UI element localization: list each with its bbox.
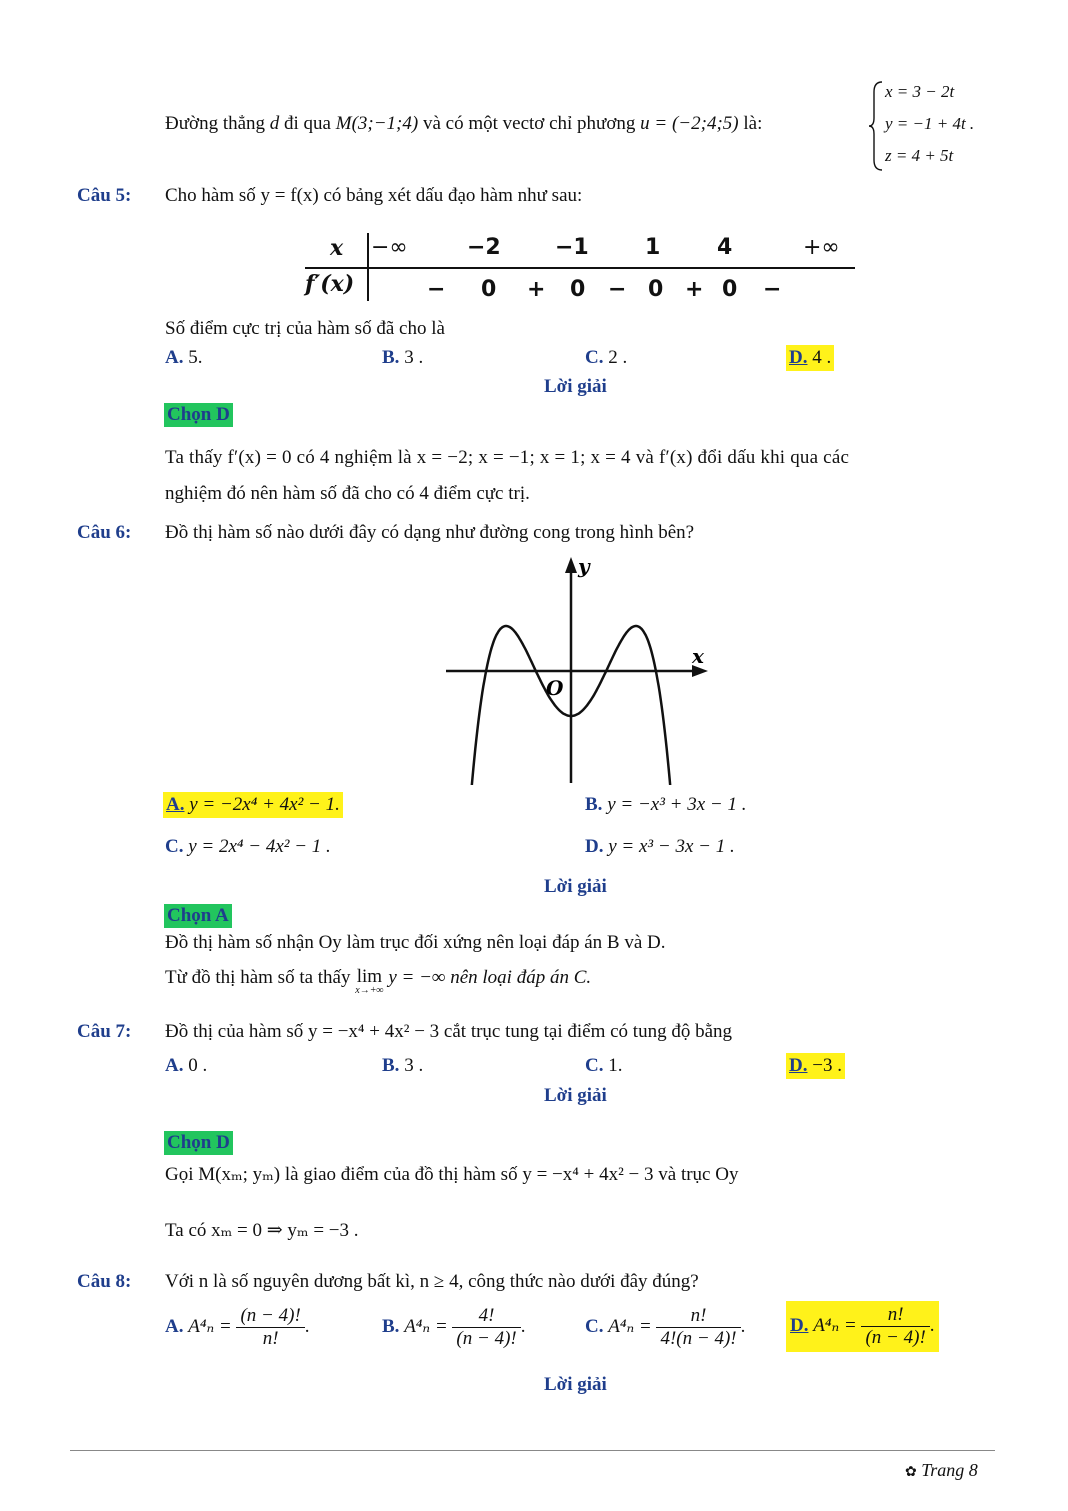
q5-solution-line-2: nghiệm đó nên hàm số đã cho có 4 điểm cực trị. xyxy=(165,483,530,504)
table-sign: − xyxy=(608,277,627,302)
point-m: M(3;−1;4) xyxy=(335,113,419,134)
table-x-value: −2 xyxy=(467,235,501,260)
fraction: $\frac{n!}{(n - 4)!}$ xyxy=(861,1304,929,1349)
table-x-value: +∞ xyxy=(803,235,840,260)
table-x-value: −1 xyxy=(555,235,589,260)
table-sign: 0 xyxy=(481,277,497,302)
q6-option-a: A. y = −2x⁴ + 4x² − 1. xyxy=(163,792,343,818)
table-sign: − xyxy=(763,277,782,302)
q7-solution-line-1: Gọi M(xₘ; yₘ) là giao điểm của đồ thị hàm số y = −x⁴ + 4x² − 3 và trục Oy xyxy=(165,1164,739,1185)
q8-solution-title: Lời giải xyxy=(544,1374,607,1395)
q7-option-a: A. 0 . xyxy=(165,1055,208,1076)
q7-chon-badge: Chọn D xyxy=(164,1131,233,1155)
intro-line: Đường thẳng d đi qua M(3;−1;4) và có một vectơ chỉ phương u = (−2;4;5) là: xyxy=(165,113,763,134)
q6-option-d: D. y = x³ − 3x − 1 . xyxy=(585,836,735,857)
table-fp-label: f′(x) xyxy=(305,271,355,297)
q6-solution-line-1: Đồ thị hàm số nhận Oy làm trục đối xứng nên loại đáp án B và D. xyxy=(165,932,666,953)
q6-option-b: B. y = −x³ + 3x − 1 . xyxy=(585,794,747,815)
q8-option-a: A. A⁴ₙ = $\frac{(n - 4)!}{n!}$ . xyxy=(165,1305,310,1349)
system-brace xyxy=(868,80,884,172)
table-sign: 0 xyxy=(648,277,664,302)
q7-option-c: C. 1. xyxy=(585,1055,623,1076)
q5-option-a: A. 5. xyxy=(165,347,203,368)
x-axis-label: x xyxy=(692,644,704,668)
q5-option-b: B. 3 . xyxy=(382,347,424,368)
table-x-value: 4 xyxy=(717,235,733,260)
q5-question: Số điểm cực trị của hàm số đã cho là xyxy=(165,318,445,339)
q7-option-d: D. −3 . xyxy=(786,1053,845,1079)
table-x-label: x xyxy=(330,235,344,261)
q5-solution-title: Lời giải xyxy=(544,376,607,397)
q8-option-c: C. A⁴ₙ = $\frac{n!}{4!(n - 4)!}$ . xyxy=(585,1305,746,1349)
fraction: $\frac{(n - 4)!}{n!}$ xyxy=(236,1305,304,1350)
q6-solution-line-2: Từ đồ thị hàm số ta thấy lim x→+∞ y = −∞ nên loại đáp án C. xyxy=(165,966,592,996)
q8-label: Câu 8: xyxy=(77,1271,132,1292)
limit-expression: lim x→+∞ xyxy=(355,966,384,996)
q8-stem: Với n là số nguyên dương bất kì, n ≥ 4, công thức nào dưới đây đúng? xyxy=(165,1271,699,1292)
q8-option-d: D. A⁴ₙ = $\frac{n!}{(n - 4)!}$ . xyxy=(786,1301,939,1352)
q5-stem: Cho hàm số y = f(x) có bảng xét dấu đạo hàm như sau: xyxy=(165,185,583,206)
q7-option-b: B. 3 . xyxy=(382,1055,424,1076)
fraction: $\frac{4!}{(n - 4)!}$ xyxy=(452,1305,520,1350)
q7-solution-line-2: Ta có xₘ = 0 ⇒ yₘ = −3 . xyxy=(165,1220,359,1241)
table-sign: − xyxy=(427,277,446,302)
y-axis-arrow xyxy=(565,557,577,573)
table-sign: + xyxy=(527,277,546,302)
q5-chon-badge: Chọn D xyxy=(164,403,233,427)
system-eq-3: z = 4 + 5t xyxy=(885,146,954,165)
q6-chon-badge: Chọn A xyxy=(164,904,232,928)
q6-stem: Đồ thị hàm số nào dưới đây có dạng như đường cong trong hình bên? xyxy=(165,522,695,543)
q6-label: Câu 6: xyxy=(77,522,132,543)
footer-divider xyxy=(70,1450,995,1451)
system-eq-1: x = 3 − 2t xyxy=(885,82,955,101)
origin-label: O xyxy=(546,676,564,700)
q6-option-c: C. y = 2x⁴ − 4x² − 1 . xyxy=(165,836,331,857)
table-hline xyxy=(305,267,855,269)
q5-option-c: C. 2 . xyxy=(585,347,628,368)
flower-icon: ✿ xyxy=(905,1465,917,1480)
q6-solution-title: Lời giải xyxy=(544,876,607,897)
table-sign: 0 xyxy=(722,277,738,302)
q5-solution-line-1: Ta thấy f′(x) = 0 có 4 nghiệm là x = −2; x = −1; x = 1; x = 4 và f′(x) đổi dấu khi qua các xyxy=(165,447,850,468)
function-graph xyxy=(440,555,720,785)
q7-solution-title: Lời giải xyxy=(544,1085,607,1106)
table-x-value: −∞ xyxy=(371,235,408,260)
sign-table xyxy=(305,233,855,303)
vector-u: u = (−2;4;5) xyxy=(640,113,739,134)
q7-stem: Đồ thị của hàm số y = −x⁴ + 4x² − 3 cắt trục tung tại điểm có tung độ bằng xyxy=(165,1021,733,1042)
q8-option-b: B. A⁴ₙ = $\frac{4!}{(n - 4)!}$ . xyxy=(382,1305,526,1349)
q5-label: Câu 5: xyxy=(77,185,132,206)
q7-label: Câu 7: xyxy=(77,1021,132,1042)
y-axis-label: y xyxy=(578,555,590,578)
table-sign: + xyxy=(685,277,704,302)
fraction: $\frac{n!}{4!(n - 4)!}$ xyxy=(656,1305,740,1350)
system-eq-2: y = −1 + 4t . xyxy=(885,114,975,133)
footer-page: ✿ Trang 8 xyxy=(905,1460,978,1480)
table-x-value: 1 xyxy=(645,235,661,260)
q5-option-d: D. 4 . xyxy=(786,345,834,371)
var-d: d xyxy=(269,113,280,134)
table-sign: 0 xyxy=(570,277,586,302)
